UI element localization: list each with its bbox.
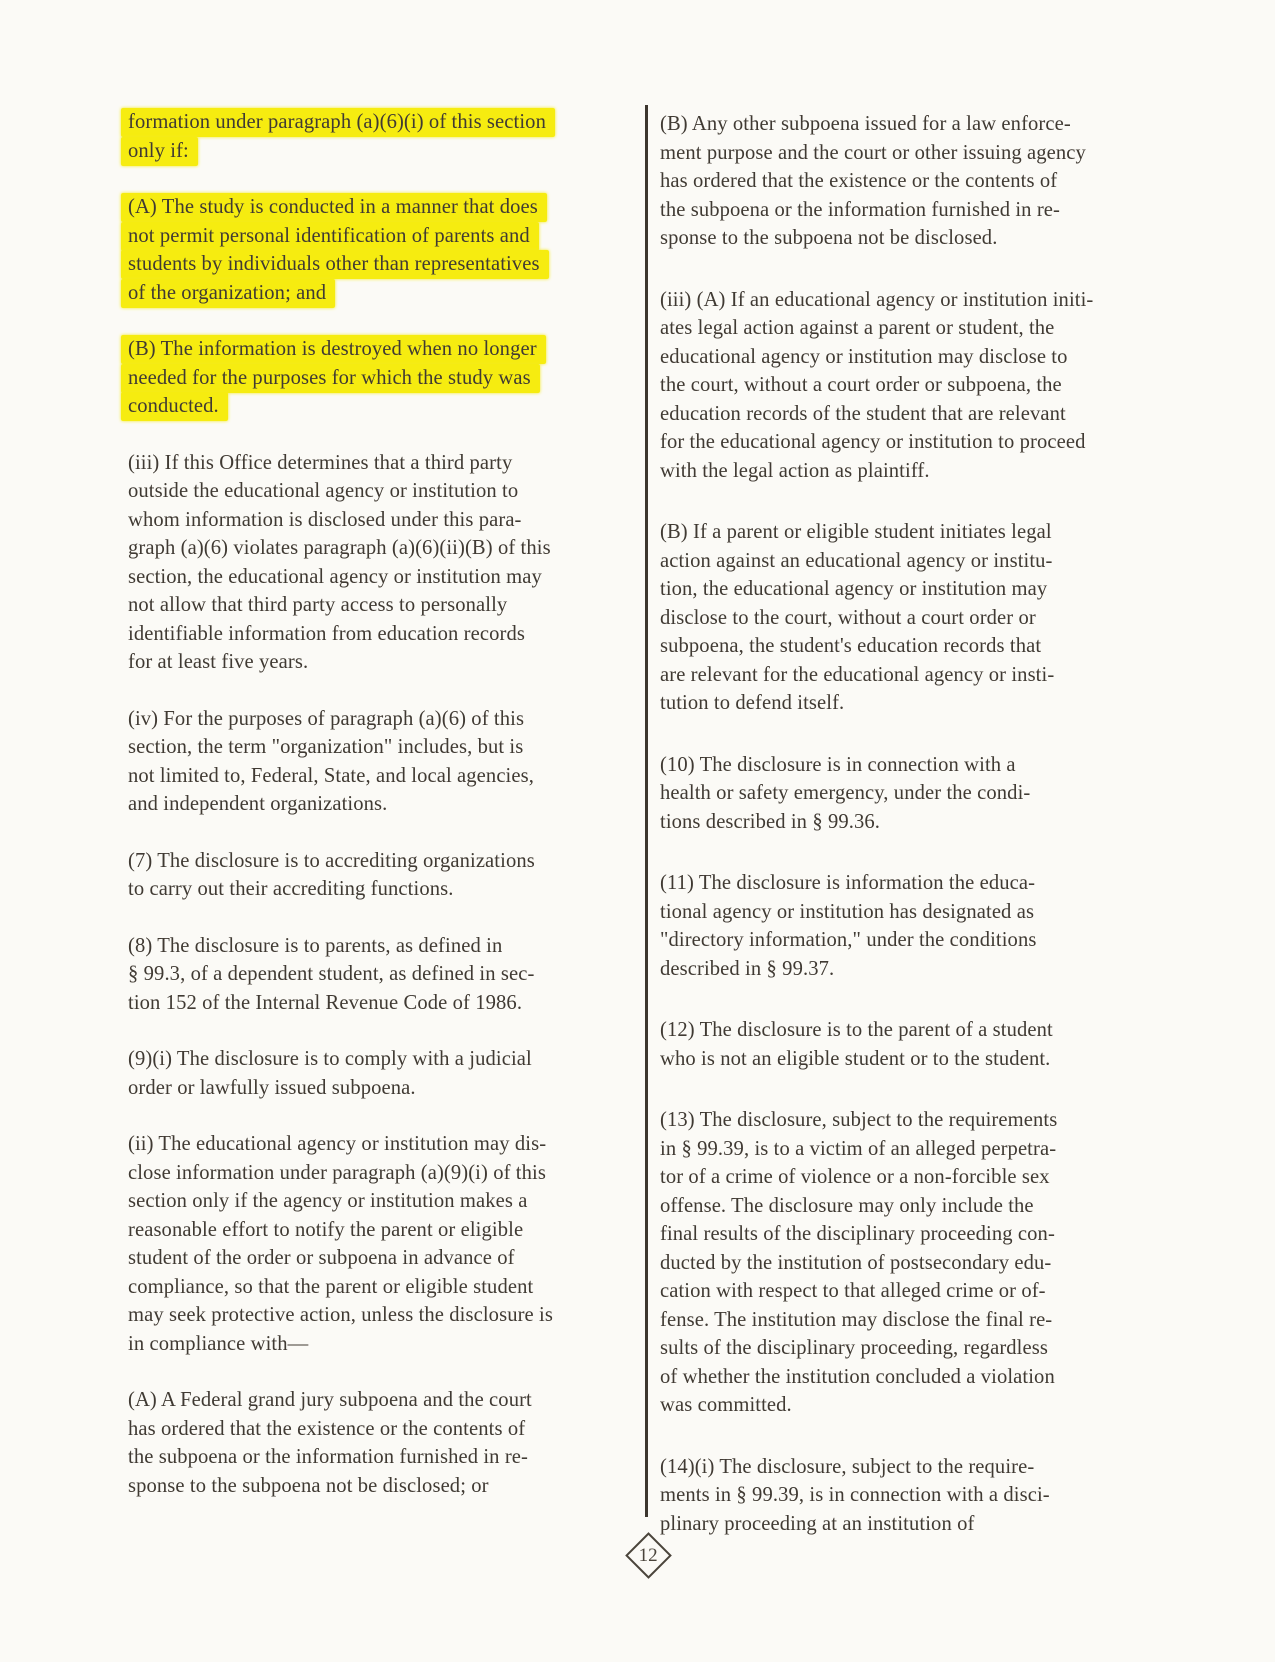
- text-line: plinary proceeding at an institution of: [660, 1512, 975, 1535]
- text-line: (ii) The educational agency or institution may dis-: [128, 1133, 547, 1155]
- text-line: (9)(i) The disclosure is to comply with a judicial: [128, 1048, 532, 1070]
- paragraph: [660, 869, 1165, 983]
- text-line: (7) The disclosure is to accrediting organizations: [128, 849, 535, 872]
- text-line: [128, 108, 610, 137]
- text-line: (A) A Federal grand jury subpoena and the court: [128, 1389, 532, 1411]
- text-line: has ordered that the existence or the contents of: [128, 1417, 526, 1440]
- text-line: final results of the disciplinary proceeding con-: [660, 1223, 1055, 1245]
- paragraph: [128, 932, 610, 1018]
- text-line: tion, the educational agency or institution may: [660, 578, 1048, 600]
- text-line: (B) If a parent or eligible student initiates legal: [660, 521, 1052, 543]
- text-line: reasonable effort to notify the parent or eligible: [128, 1218, 524, 1241]
- text-line: ducted by the institution of postsecondary edu-: [660, 1251, 1052, 1274]
- column-divider-rule: [645, 105, 648, 1517]
- text-line: the subpoena or the information furnished in re-: [660, 198, 1060, 221]
- paragraph: [128, 335, 610, 421]
- text-line: are relevant for the educational agency or insti-: [660, 663, 1055, 686]
- right-text-column: [660, 110, 1165, 1538]
- text-line: [128, 222, 610, 251]
- text-line: tion 152 of the Internal Revenue Code of 1986.: [128, 991, 523, 1014]
- highlighted-text: students by individuals other than representatives: [121, 250, 549, 279]
- paragraph: [660, 1453, 1165, 1539]
- paragraph: [660, 1016, 1165, 1073]
- text-line: (8) The disclosure is to parents, as defined in: [128, 934, 503, 957]
- paragraph: [128, 1045, 610, 1102]
- text-line: tions described in § 99.36.: [660, 810, 881, 833]
- paragraph: [128, 1130, 610, 1358]
- highlighted-text: not permit personal identification of parents and: [121, 222, 539, 251]
- text-line: health or safety emergency, under the condi-: [660, 782, 1031, 804]
- paragraph: [660, 286, 1165, 486]
- paragraph: [128, 847, 610, 904]
- paragraph: [128, 449, 610, 677]
- text-line: (13) The disclosure, subject to the requirements: [660, 1109, 1058, 1131]
- text-line: the subpoena or the information furnished in re-: [128, 1446, 528, 1468]
- text-line: tional agency or institution has designated as: [660, 900, 1035, 923]
- text-line: outside the educational agency or institution to: [128, 480, 519, 502]
- text-line: ments in § 99.39, is in connection with a disci-: [660, 1484, 1050, 1506]
- text-line: [128, 335, 610, 364]
- page-number-diamond: [625, 1532, 672, 1579]
- paragraph: [660, 1106, 1165, 1420]
- text-line: [128, 279, 610, 308]
- paragraph: [128, 193, 610, 307]
- paragraph: [660, 518, 1165, 718]
- text-line: not allow that third party access to personally: [128, 594, 508, 616]
- left-text-column: [128, 108, 610, 1500]
- highlighted-text: conducted.: [121, 392, 228, 421]
- text-line: (B) Any other subpoena issued for a law enforce-: [660, 113, 1071, 135]
- paragraph: [660, 110, 1165, 253]
- text-line: subpoena, the student's education records that: [660, 635, 1042, 657]
- page-number: 12: [639, 1544, 658, 1566]
- text-line: (iii) If this Office determines that a third party: [128, 451, 513, 474]
- text-line: not limited to, Federal, State, and local agencies,: [128, 764, 534, 787]
- text-line: who is not an eligible student or to the student.: [660, 1047, 1051, 1070]
- paragraph: [128, 705, 610, 819]
- paragraph: [660, 751, 1165, 837]
- text-line: student of the order or subpoena in advance of: [128, 1247, 515, 1269]
- text-line: (iv) For the purposes of paragraph (a)(6) of this: [128, 707, 525, 730]
- text-line: may seek protective action, unless the disclosure is: [128, 1304, 553, 1326]
- text-line: "directory information," under the conditions: [660, 929, 1037, 951]
- text-line: disclose to the court, without a court order or: [660, 606, 1036, 629]
- text-line: described in § 99.37.: [660, 957, 835, 980]
- text-line: § 99.3, of a dependent student, as defined in sec-: [128, 963, 535, 985]
- text-line: and independent organizations.: [128, 793, 388, 815]
- text-line: compliance, so that the parent or eligible student: [128, 1275, 534, 1298]
- text-line: in compliance with—: [128, 1332, 309, 1355]
- text-line: sponse to the subpoena not be disclosed; or: [128, 1474, 489, 1497]
- text-line: in § 99.39, is to a victim of an alleged perpetra-: [660, 1137, 1057, 1160]
- text-line: of whether the institution concluded a violation: [660, 1365, 1055, 1388]
- text-line: section, the educational agency or institution may: [128, 565, 542, 588]
- paragraph: [128, 1386, 610, 1500]
- text-line: for at least five years.: [128, 651, 309, 673]
- text-line: [128, 193, 610, 222]
- text-line: (iii) (A) If an educational agency or institution initi-: [660, 288, 1094, 311]
- text-line: cation with respect to that alleged crime or of-: [660, 1280, 1046, 1302]
- text-line: (11) The disclosure is information the educa-: [660, 872, 1036, 894]
- text-line: [128, 364, 610, 393]
- text-line: (12) The disclosure is to the parent of a student: [660, 1019, 1053, 1041]
- text-line: educational agency or institution may disclose to: [660, 345, 1068, 368]
- paragraph: [128, 108, 610, 165]
- text-line: tor of a crime of violence or a non-forcible sex: [660, 1166, 1050, 1188]
- text-line: ates legal action against a parent or student, the: [660, 317, 1055, 339]
- text-line: graph (a)(6) violates paragraph (a)(6)(ii)(B) of this: [128, 537, 551, 559]
- highlighted-text: (B) The information is destroyed when no longer: [121, 335, 546, 364]
- text-line: tution to defend itself.: [660, 692, 845, 714]
- text-line: sponse to the subpoena not be disclosed.: [660, 227, 998, 249]
- text-line: [128, 392, 610, 421]
- text-line: education records of the student that are relevant: [660, 402, 1066, 425]
- text-line: the court, without a court order or subpoena, the: [660, 374, 1062, 396]
- text-line: [128, 137, 610, 166]
- text-line: fense. The institution may disclose the final re-: [660, 1308, 1053, 1331]
- text-line: with the legal action as plaintiff.: [660, 459, 930, 482]
- highlighted-text: needed for the purposes for which the study was: [121, 364, 540, 393]
- text-line: ment purpose and the court or other issuing agency: [660, 141, 1086, 164]
- text-line: close information under paragraph (a)(9)(i) of this: [128, 1161, 546, 1184]
- text-line: (14)(i) The disclosure, subject to the require-: [660, 1455, 1035, 1478]
- text-line: order or lawfully issued subpoena.: [128, 1076, 416, 1099]
- text-line: (10) The disclosure is in connection with a: [660, 753, 1016, 776]
- text-line: whom information is disclosed under this para-: [128, 508, 522, 531]
- text-line: identifiable information from education records: [128, 622, 525, 645]
- highlighted-text: only if:: [121, 137, 198, 166]
- text-line: section only if the agency or institution makes a: [128, 1190, 528, 1212]
- text-line: sults of the disciplinary proceeding, regardless: [660, 1337, 1048, 1359]
- highlighted-text: of the organization; and: [121, 279, 335, 308]
- highlighted-text: (A) The study is conducted in a manner that does: [121, 193, 547, 222]
- text-line: action against an educational agency or institu-: [660, 549, 1053, 572]
- text-line: to carry out their accrediting functions.: [128, 878, 454, 900]
- text-line: [128, 250, 610, 279]
- highlighted-text: formation under paragraph (a)(6)(i) of this section: [121, 108, 555, 137]
- text-line: for the educational agency or institution to proceed: [660, 431, 1086, 453]
- text-line: has ordered that the existence or the contents of: [660, 170, 1058, 192]
- text-line: offense. The disclosure may only include the: [660, 1194, 1034, 1217]
- text-line: section, the term "organization" includes, but is: [128, 736, 524, 758]
- text-line: was committed.: [660, 1394, 792, 1416]
